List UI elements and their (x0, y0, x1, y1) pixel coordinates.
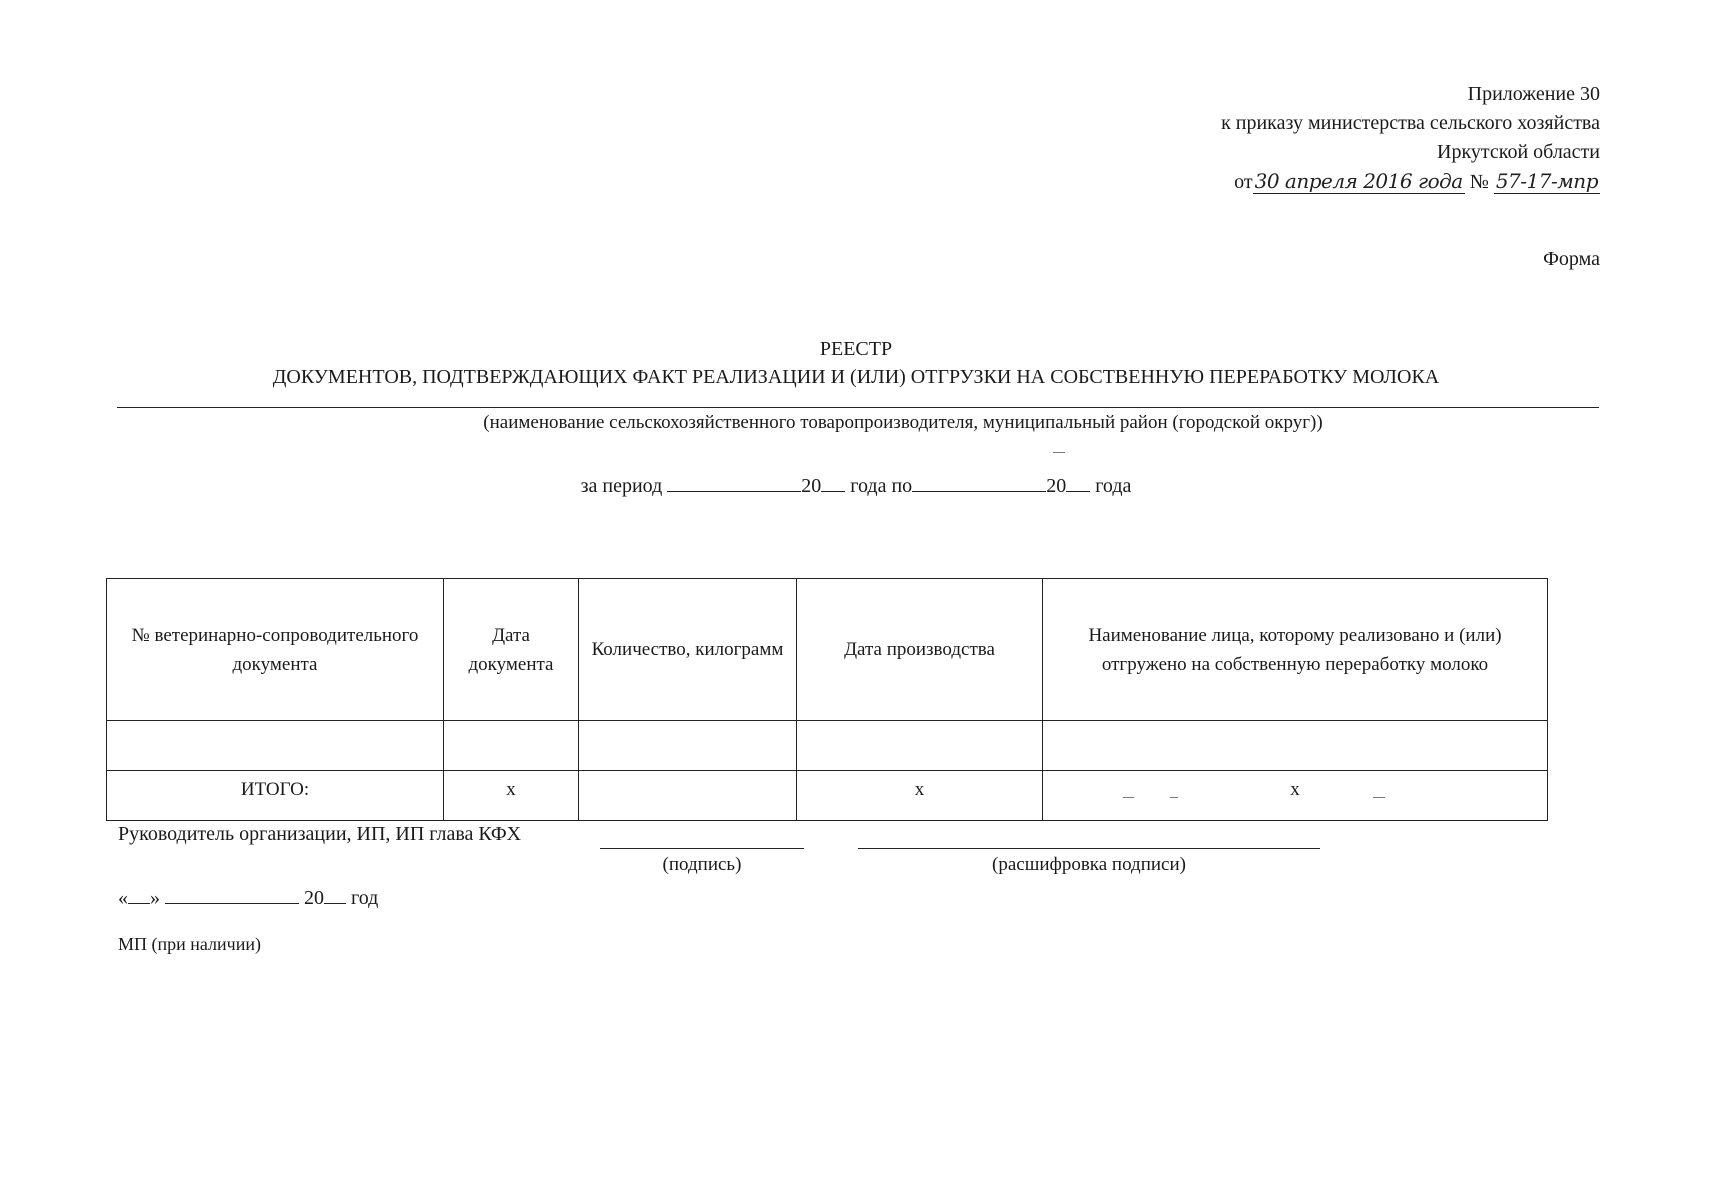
table-cell[interactable] (579, 721, 797, 771)
total-cell: х (444, 771, 579, 821)
date-close-quote: » (150, 887, 160, 909)
table-cell[interactable] (107, 721, 444, 771)
stamp-place: МП (при наличии) (118, 934, 261, 954)
total-label: ИТОГО: (107, 771, 444, 821)
period-year-1-blank[interactable] (821, 472, 845, 492)
column-header: Дата производства (797, 579, 1043, 721)
stray-mark (1373, 797, 1385, 798)
column-header: Наименование лица, которому реализовано и (или) отгружено на собственную переработку молоко (1043, 579, 1548, 721)
table-header-row (107, 579, 1548, 721)
producer-caption: (наименование сельскохозяйственного товаропроизводителя, муниципальный район (городской округ)) (483, 412, 1323, 433)
signature-decode-caption: (расшифровка подписи) (992, 854, 1186, 875)
total-row (107, 771, 1548, 821)
total-cell: х (1043, 771, 1548, 821)
period-prefix: за период (580, 475, 663, 497)
signature-caption: (подпись) (662, 854, 742, 875)
order-number-sign: № (1469, 171, 1489, 193)
order-number-handwritten: 57-17-мпр (1495, 169, 1598, 193)
order-reference-line2: Иркутской области (1437, 141, 1600, 163)
period-mid: года по (850, 475, 913, 497)
year-blank[interactable] (324, 884, 346, 904)
period-suffix: года (1095, 475, 1132, 497)
form-label: Форма (1543, 248, 1600, 270)
appendix-header (1040, 80, 1600, 198)
column-header: Количество, килограмм (579, 579, 797, 721)
order-reference-line1: к приказу министерства сельского хозяйства (1221, 112, 1600, 134)
column-header: Дата документа (444, 579, 579, 721)
stray-mark (1053, 452, 1065, 453)
registry-table (106, 578, 1548, 821)
date-suffix: год (351, 887, 379, 909)
order-date-handwritten: 30 апреля 2016 года (1254, 169, 1463, 193)
column-header: № ветеринарно-сопроводительного документа (107, 579, 444, 721)
title-description: ДОКУМЕНТОВ, ПОДТВЕРЖДАЮЩИХ ФАКТ РЕАЛИЗАЦИИ И (ИЛИ) ОТГРУЗКИ НА СОБСТВЕННУЮ ПЕРЕРАБОТКУ МОЛОКА (272, 366, 1440, 388)
order-prefix: от (1234, 171, 1253, 193)
table-cell[interactable] (797, 721, 1043, 771)
signature-label: Руководитель организации, ИП, ИП глава КФХ (118, 823, 522, 845)
date-open-quote: « (118, 887, 128, 909)
signature-line[interactable] (600, 848, 804, 849)
month-blank[interactable] (165, 884, 299, 904)
table-cell[interactable] (1043, 721, 1548, 771)
signature-decode-line[interactable] (858, 848, 1320, 849)
period-year-2-blank[interactable] (1066, 472, 1090, 492)
producer-name-line[interactable] (117, 407, 1599, 408)
table-row (107, 721, 1548, 771)
title-registry: РЕЕСТР (819, 338, 893, 360)
stray-mark (1170, 797, 1178, 798)
period-start-blank[interactable] (667, 472, 801, 492)
day-blank[interactable] (128, 884, 150, 904)
total-cell: х (797, 771, 1043, 821)
date-year-prefix: 20 (304, 887, 324, 909)
total-quantity-cell[interactable] (579, 771, 797, 821)
document-title (0, 335, 1712, 391)
signing-date-line (118, 884, 378, 910)
period-line (0, 472, 1712, 498)
period-year-1: 20 (801, 475, 822, 497)
appendix-number: Приложение 30 (1467, 83, 1600, 105)
period-year-2: 20 (1046, 475, 1067, 497)
stray-mark (1123, 797, 1134, 798)
period-end-blank[interactable] (912, 472, 1046, 492)
order-date-number (1040, 167, 1600, 198)
table-cell[interactable] (444, 721, 579, 771)
